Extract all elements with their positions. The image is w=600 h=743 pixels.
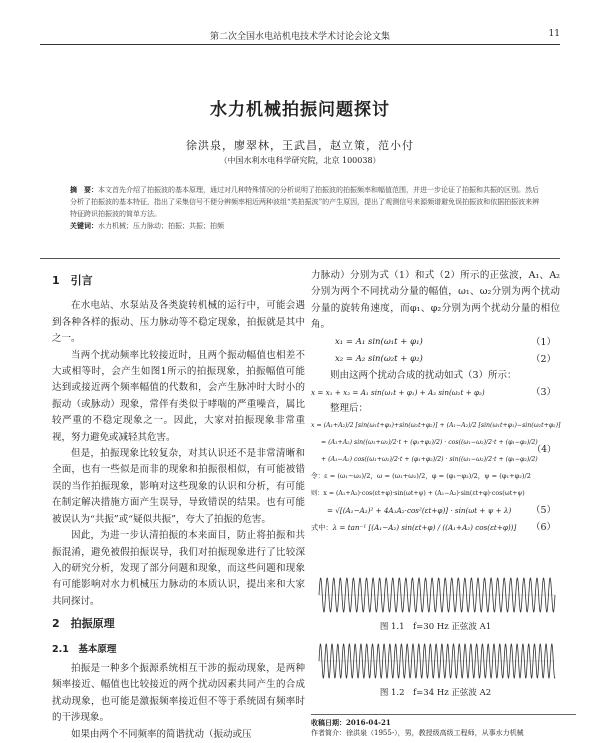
section-1-heading: 1 引言: [52, 274, 93, 287]
paragraph: 拍振是一种多个振源系统相互干涉的振动现象，是两种频率接近、幅值也比较接近的两个扰动因素共同产生的合成扰动现象，也可能是激振频率接近但不等于系统固有频率时的干涉现象。: [52, 662, 305, 724]
paragraph: 在水电站、水泵站及各类旋转机械的运行中，可能会遇到各种各样的振动、压力脉动等不稳定现象，拍振就是其中之一。: [52, 300, 305, 345]
equation-2: x₂ = A₂ sin(ω₂t + φ₂) （2）: [311, 351, 560, 368]
equation-5: = √[(A₁−A₂)² + 4A₁A₂·cos²(εt+φ)] · sin(ωt + ψ + λ) （5）: [311, 502, 560, 519]
figure-2-waveform: [311, 640, 560, 682]
section-2-heading: 2 拍振原理: [52, 617, 115, 631]
paragraph: 力脉动）分别为式（1）和式（2）所示的正弦波，A₁、A₂分别为两个不同扰动分量的幅值，ω₁、ω₂分别为两个扰动分量的旋转角速度，而φ₁、φ₂分别为两个扰动分量的相位角。: [311, 270, 560, 331]
equation-number: （5）: [530, 505, 556, 517]
author-bio: 作者简介：徐洪泉（1955-），男，教授级高级工程师，从事水力机械: [311, 729, 524, 737]
received-date: 收稿日期：2016-04-21: [311, 718, 391, 727]
abstract-divider: [40, 258, 560, 259]
figure-1-caption: 图 1.1 f=30 Hz 正弦波 A1: [379, 622, 492, 632]
where-label: 式中：: [311, 523, 333, 533]
paragraph: 则由这两个扰动合成的扰动如式（3）所示：: [330, 369, 517, 381]
footnote: [311, 714, 576, 739]
equation-number: （1）: [530, 336, 556, 348]
equation-number: （6）: [530, 522, 556, 534]
equation-substituted: 则：x = (A₁+A₂)·cos(εt+φ)·sin(ωt+ψ) + (A₁−A₂)·sin(εt+φ)·cos(ωt+ψ): [311, 490, 525, 498]
right-column: [311, 268, 560, 536]
equation-number: （3）: [530, 387, 556, 399]
author-list: 徐洪泉，廖翠林，王武昌，赵立策，范小付: [186, 139, 414, 152]
paragraph: 但是，拍振现象比较复杂，对其认识还不是非常清晰和全面，也有一些似是而非的现象和拍振很相似，有可能被错误的当作拍振现象，影响对这些现象的认识和分析，有可能在制定解决措施方面产生误导，导致错误的结果。也有可能被误认为“共振”或“疑似共振”，夸大了拍振的危害。: [52, 448, 305, 525]
paragraph: 当两个扰动频率比较接近时，且两个振动幅值也相差不大或相等时，会产生如图1所示的拍振现象，拍振幅值可能达到或接近两个频率幅值的代数和，会产生脉冲时大时小的振动（或脉动）现象，常伴有类似于哮喘的严重噪音，属比较严重的不稳定现象之一。因此，大家对拍振现象非常重视，努力避免或减轻其危害。: [52, 349, 305, 443]
abstract-label: 摘 要：: [70, 185, 98, 194]
equation-4c: + (A₁−A₂) cos((ω₁+ω₂)/2·t + (φ₁+φ₂)/2) · sin((ω₁−ω₂)/2·t + (φ₁−φ₂)/2) （4）: [311, 451, 560, 468]
figure-2-caption: 图 1.2 f=34 Hz 正弦波 A2: [379, 688, 492, 698]
abstract-text: 本文首先介绍了拍振波的基本原理，通过对几种特殊情况的分析说明了拍振波的拍振频率和幅值范围，并进一步论证了拍振和共振的区别。然后分析了拍振波的基本特征，指出了采集信号不便分辨频率相近两种波组“类拍振波”的产生原因，提出了观测信号来源频谱避免误拍振波和依据拍振波来辨特征跨识拍振波的简单方法。: [70, 186, 540, 218]
equation-number: （2）: [530, 353, 556, 365]
left-column: [52, 268, 305, 743]
conference-name: 第二次全国水电站机电技术学术讨论会论文集: [209, 32, 390, 42]
affiliation: （中国水利水电科学研究院，北京 100038）: [219, 156, 381, 165]
equation-number: （4）: [532, 445, 556, 456]
figure-1-waveform: [311, 574, 560, 616]
equation-1: x₁ = A₁ sin(ω₁t + φ₁) （1）: [311, 334, 560, 351]
equation-6: 式中：λ = tan⁻¹ [(A₁−A₂) sin(εt+φ) / ((A₁+A₂) cos(εt+φ))] （6）: [311, 519, 560, 536]
abstract-block: [70, 184, 540, 232]
page-number: 11: [548, 29, 560, 39]
paragraph: 整理后：: [330, 403, 369, 415]
equation-4b: = (A₁+A₂) sin((ω₁+ω₂)/2·t + (φ₁+φ₂)/2) · cos((ω₁−ω₂)/2·t + (φ₁−φ₂)/2): [321, 439, 538, 447]
section-2-1-heading: 2.1 基本原理: [52, 643, 117, 655]
keywords-label: 关键词：: [70, 221, 98, 230]
equation-definitions: 令：ε = (ω₁−ω₂)/2，ω = (ω₁+ω₂)/2，φ = (φ₁−φ₂)/2，ψ = (φ₁+φ₂)/2: [311, 472, 531, 481]
keywords-text: 水力机械；压力脉动；拍振；共振；拍频: [98, 222, 224, 230]
paragraph: 因此，为进一步认清拍振的本来面目，防止将拍振和共振混淆，避免被假拍振误导，我们对拍振现象进行了比较深入的研究分析，发现了部分问题和现象，而这些问题和现象有可能影响对水力机械压力脉动的本质认识，提出来和大家共同探讨。: [52, 530, 305, 607]
running-header: [40, 28, 560, 45]
equation-4a: x = (A₁+A₂)/2 [sin(ω₁t+φ₁)+sin(ω₂t+φ₂)] + (A₁−A₂)/2 [sin(ω₁t+φ₁)−sin(ω₂t+φ₂)]: [311, 422, 561, 430]
paper-title: 水力机械拍振问题探讨: [210, 100, 390, 120]
equation-3: x = x₁ + x₂ = A₁ sin(ω₁t + φ₁) + A₂ sin(ω₂t + φ₂) （3）: [311, 384, 560, 401]
paragraph: 如果由两个不同频率的简谐扰动（振动或压: [71, 728, 252, 740]
